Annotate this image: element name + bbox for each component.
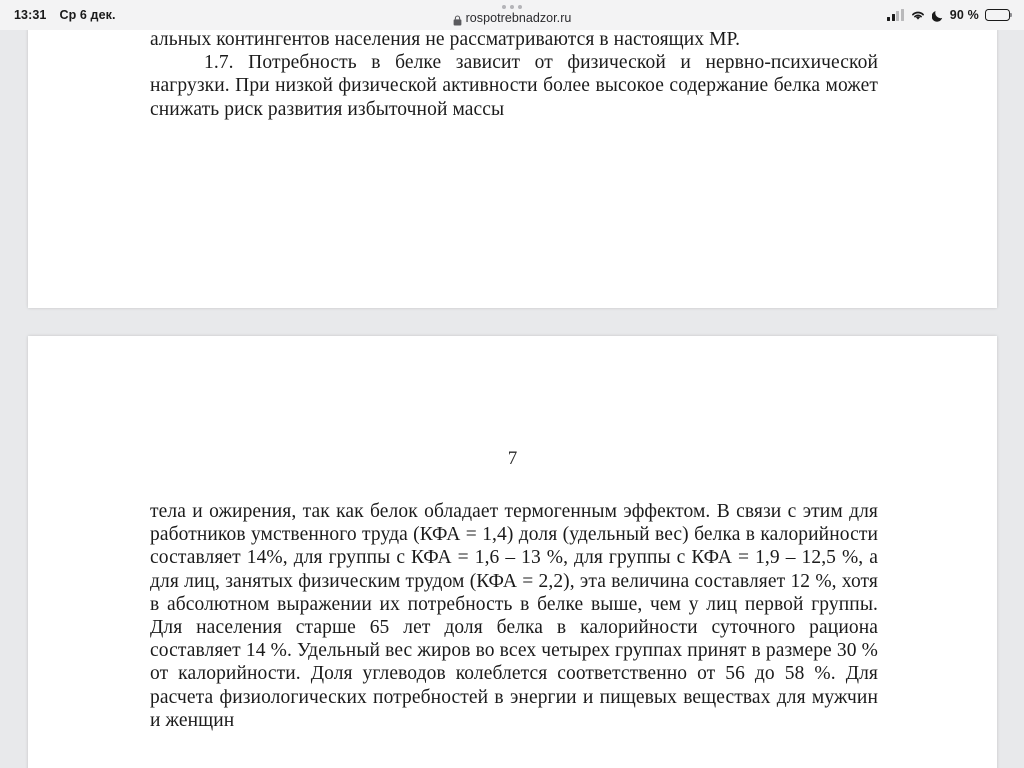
paragraph: альных контингентов населения не рассматриваются в настоящих МР. bbox=[150, 30, 741, 50]
page-number: 7 bbox=[507, 448, 518, 469]
page-1-text-block bbox=[150, 30, 878, 121]
clock-date: Ср 6 дек. bbox=[59, 8, 116, 22]
document-viewport[interactable] bbox=[0, 30, 1024, 768]
url-text: rospotrebnadzor.ru bbox=[465, 11, 572, 25]
moon-do-not-disturb-icon bbox=[932, 9, 944, 22]
cellular-signal-icon bbox=[887, 10, 904, 21]
paragraph: тела и ожирения, так как белок обладает термогенным эффектом. В связи с этим для работников умственного труда (КФА = 1,4) доля (удельный вес) белка в калорийности составляет 14%, для группы с КФА = 1,6 – 13 %, для группы с КФА = 1,9 – 12,5 %, а для лиц, занятых физическим трудом (КФА = 2,2), эта величина составляет 12 %, хотя в абсолютном выражении их потребность в белке выше, чем у лиц первой группы. Для населения старше 65 лет доля белка в калорийности суточного рациона составляет 14 %. Удельный вес жиров во всех четырех группах принят в размере 30 % от калорийности. Доля углеводов колеблется соответственно от 56 до 58 %. Для расчета физиологических потребностей в энергии и пищевых веществах для мужчин и женщин bbox=[150, 501, 878, 731]
clock-time: 13:31 bbox=[14, 8, 47, 22]
battery-icon bbox=[985, 9, 1010, 21]
battery-percentage: 90 % bbox=[949, 8, 979, 22]
address-field[interactable] bbox=[453, 11, 572, 25]
status-bar-right bbox=[887, 8, 1010, 22]
wifi-icon bbox=[910, 9, 926, 21]
status-bar-left bbox=[14, 8, 116, 22]
document-page-1 bbox=[28, 30, 997, 308]
paragraph: 1.7. Потребность в белке зависит от физической и нервно-психической нагрузки. При низкой физической активности более высокое содержание белка может снижать риск развития избыточной массы bbox=[150, 52, 878, 120]
page-2-text-block bbox=[150, 500, 878, 732]
document-page-2 bbox=[28, 336, 997, 768]
lock-icon bbox=[453, 13, 462, 24]
